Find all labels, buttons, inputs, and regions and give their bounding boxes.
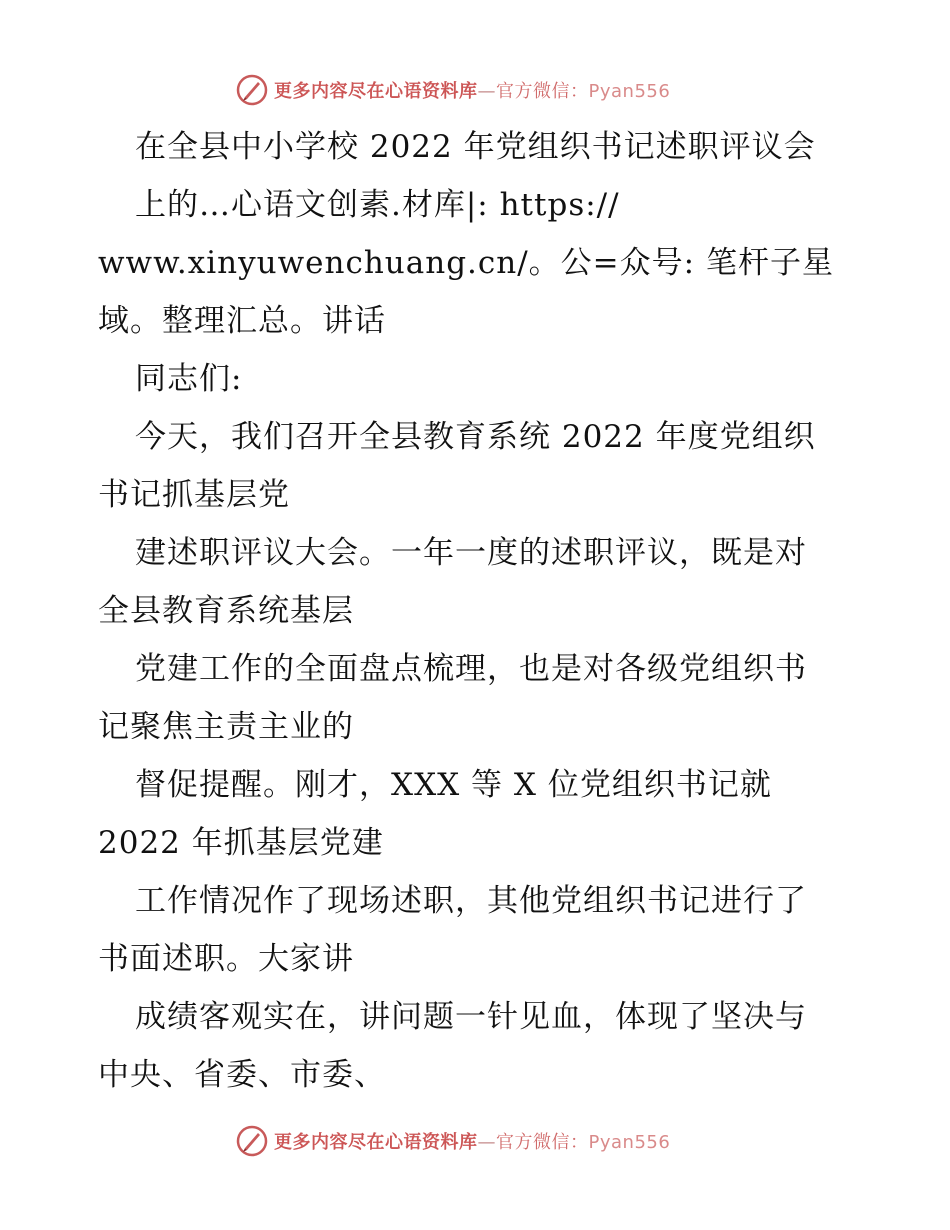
feather-pen-logo-icon <box>236 1125 268 1157</box>
watermark-wechat-id: Pyan556 <box>588 81 671 102</box>
feather-pen-logo-icon <box>236 74 268 106</box>
salutation: 同志们: <box>135 361 243 397</box>
title-line-4: 域。整理汇总。讲话 <box>98 303 386 339</box>
body-line: 书面述职。大家讲 <box>98 941 354 977</box>
watermark-suffix: 官方微信： <box>496 1132 589 1153</box>
header-watermark <box>236 73 670 107</box>
body-line: 记聚焦主责主业的 <box>98 709 354 745</box>
body-line: 书记抓基层党 <box>98 477 290 513</box>
watermark-wechat-id: Pyan556 <box>588 1132 671 1153</box>
watermark-text <box>274 77 670 103</box>
title-line-1: 在全县中小学校 2022 年党组织书记述职评议会 <box>135 129 816 165</box>
watermark-main: 更多内容尽在心语资料库 <box>274 1132 478 1153</box>
body-line: 工作情况作了现场述职，其他党组织书记进行了 <box>135 883 807 919</box>
body-line: 今天，我们召开全县教育系统 2022 年度党组织 <box>135 419 816 455</box>
body-line: 督促提醒。刚才，XXX 等 X 位党组织书记就 <box>135 767 772 803</box>
watermark-text <box>274 1128 670 1154</box>
body-line: 中央、省委、市委、 <box>98 1057 386 1093</box>
footer-watermark <box>236 1124 670 1158</box>
document-body <box>98 118 858 1104</box>
title-line-3: www.xinyuwenchuang.cn/。公=众号: 笔杆子星 <box>98 245 834 281</box>
watermark-separator: — <box>477 1132 496 1153</box>
body-line: 建述职评议大会。一年一度的述职评议，既是对 <box>135 535 807 571</box>
watermark-suffix: 官方微信： <box>496 81 589 102</box>
body-line: 党建工作的全面盘点梳理，也是对各级党组织书 <box>135 651 807 687</box>
body-line: 2022 年抓基层党建 <box>98 825 384 861</box>
body-line: 成绩客观实在，讲问题一针见血，体现了坚决与 <box>135 999 807 1035</box>
watermark-main: 更多内容尽在心语资料库 <box>274 81 478 102</box>
body-line: 全县教育系统基层 <box>98 593 354 629</box>
title-line-2: 上的…心语文创素.材库|: https:// <box>135 187 620 223</box>
watermark-separator: — <box>477 81 496 102</box>
